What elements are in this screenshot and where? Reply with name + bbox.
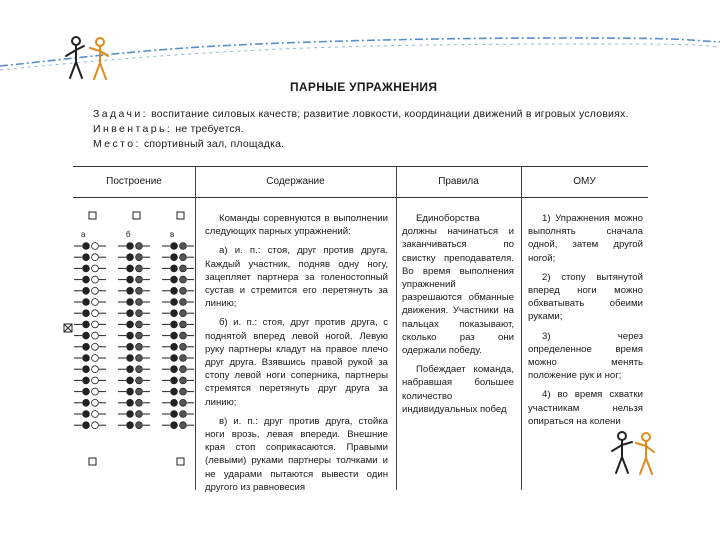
player-light (92, 287, 99, 294)
player-dark (83, 343, 90, 350)
player-dark (127, 299, 134, 306)
player-light (136, 299, 143, 306)
content-exercise-b: б) и. п.: стоя, друг против друга, с поднятой вперед левой ногой. Левую руку партнеры кладут на правое плечо друг друга. Взявшись правой рукой за стопу левой ноги соперника, партнеры стремятся перетянуть друг друга за линию; (205, 317, 388, 408)
player-dark (127, 332, 134, 339)
player-light (92, 243, 99, 250)
player-light (180, 287, 187, 294)
header-omu: ОМУ (573, 176, 596, 187)
player-light (92, 388, 99, 395)
place-label: Место: (93, 138, 141, 150)
player-light (180, 343, 187, 350)
player-light (136, 254, 143, 261)
player-light (180, 411, 187, 418)
rules-column (402, 212, 514, 422)
player-light (92, 422, 99, 429)
stick-figures-top-icon (62, 34, 122, 82)
player-dark (127, 265, 134, 272)
player-dark (171, 411, 178, 418)
player-light (92, 321, 99, 328)
player-light (180, 377, 187, 384)
coach-square-top (177, 212, 184, 219)
stick-figures-bottom-icon (606, 428, 666, 478)
player-dark (83, 332, 90, 339)
player-light (92, 299, 99, 306)
coach-square-bottom (89, 458, 96, 465)
player-light (136, 321, 143, 328)
equipment-text: не требуется. (175, 123, 244, 135)
player-dark (171, 422, 178, 429)
player-light (180, 265, 187, 272)
player-light (136, 310, 143, 317)
player-dark (171, 299, 178, 306)
player-light (180, 254, 187, 261)
coach-square-bottom (177, 458, 184, 465)
formation-diagram (62, 208, 196, 470)
equipment-line (93, 123, 244, 135)
player-light (136, 388, 143, 395)
omu-column (528, 212, 643, 434)
player-dark (83, 411, 90, 418)
player-dark (83, 287, 90, 294)
header-content: Содержание (266, 176, 325, 187)
player-light (92, 355, 99, 362)
tasks-label: Задачи: (93, 108, 148, 120)
player-dark (171, 276, 178, 283)
diagram-label-b: б (126, 230, 131, 239)
player-light (180, 310, 187, 317)
omu-item-4: 4) во время схватки участникам нельзя опираться на колени (528, 389, 643, 427)
player-light (180, 276, 187, 283)
player-dark (127, 366, 134, 373)
player-light (180, 399, 187, 406)
player-dark (127, 355, 134, 362)
player-dark (127, 276, 134, 283)
content-exercise-a: а) и. п.: стоя, друг против друга. Каждый участник, подняв одну ногу, зацепляет партнера за голеностопный сустав и стремится его перетянуть за линию; (205, 245, 388, 310)
player-light (92, 366, 99, 373)
player-light (92, 411, 99, 418)
coach-square-top (89, 212, 96, 219)
player-dark (127, 254, 134, 261)
player-dark (127, 377, 134, 384)
player-light (180, 321, 187, 328)
player-light (92, 254, 99, 261)
player-dark (83, 265, 90, 272)
table-header-border (73, 197, 648, 198)
player-light (136, 399, 143, 406)
place-line (93, 138, 284, 150)
rules-paragraph-2: Побеждает команда, набравшая большее количество индивидуальных побед (402, 364, 514, 415)
player-light (136, 366, 143, 373)
player-dark (171, 377, 178, 384)
diagram-label-v: в (170, 230, 175, 239)
omu-item-3: 3) через определенное время можно менять положение рук и ног; (528, 330, 643, 382)
diagram-label-a: а (81, 230, 86, 239)
player-dark (171, 332, 178, 339)
player-light (136, 265, 143, 272)
equipment-label: Инвентарь: (93, 123, 173, 135)
player-dark (171, 243, 178, 250)
player-light (136, 377, 143, 384)
player-light (136, 343, 143, 350)
player-dark (83, 254, 90, 261)
player-dark (83, 310, 90, 317)
player-dark (171, 265, 178, 272)
player-dark (171, 287, 178, 294)
table-top-border (73, 166, 648, 167)
header-rules: Правила (438, 176, 479, 187)
omu-item-1: 1) Упражнения можно выполнять сначала одной, затем другой ногой; (528, 213, 643, 264)
column-divider-3 (521, 166, 522, 490)
player-dark (83, 422, 90, 429)
player-dark (127, 310, 134, 317)
player-dark (127, 321, 134, 328)
player-dark (83, 388, 90, 395)
player-light (180, 332, 187, 339)
player-dark (83, 366, 90, 373)
player-dark (83, 399, 90, 406)
omu-item-2: 2) стопу вытянутой вперед ноги можно обхватывать обеими руками; (528, 271, 643, 323)
tasks-text: воспитание силовых качеств; развитие ловкости, координации движений в игровых условиях. (151, 108, 629, 120)
player-light (136, 422, 143, 429)
player-light (136, 243, 143, 250)
player-light (92, 399, 99, 406)
player-dark (83, 355, 90, 362)
player-dark (83, 377, 90, 384)
tasks-line (93, 108, 629, 120)
player-dark (127, 422, 134, 429)
player-light (92, 265, 99, 272)
player-light (136, 287, 143, 294)
player-light (180, 355, 187, 362)
player-light (92, 343, 99, 350)
player-dark (127, 411, 134, 418)
player-light (180, 388, 187, 395)
rules-paragraph-1: Единоборства должны начинаться и заканчиваться по свистку преподавателя. Во время выполнения упражнений разрешаются обманные движения. Участники на пальцах показывают, сколько раз они одержали победу. (402, 213, 514, 357)
player-dark (127, 287, 134, 294)
place-text: спортивный зал, площадка. (143, 138, 285, 150)
player-light (92, 332, 99, 339)
content-intro: Команды соревнуются в выполнении следующих парных упражнений: (205, 213, 388, 238)
player-dark (83, 321, 90, 328)
player-dark (127, 399, 134, 406)
player-dark (171, 254, 178, 261)
player-dark (171, 321, 178, 328)
player-dark (83, 276, 90, 283)
content-column (205, 212, 388, 500)
player-dark (171, 366, 178, 373)
player-light (136, 276, 143, 283)
player-light (180, 299, 187, 306)
player-dark (171, 388, 178, 395)
player-light (92, 310, 99, 317)
page-title: ПАРНЫЕ УПРАЖНЕНИЯ (290, 80, 438, 94)
player-dark (127, 343, 134, 350)
player-dark (171, 355, 178, 362)
player-dark (127, 388, 134, 395)
player-light (136, 355, 143, 362)
player-dark (83, 299, 90, 306)
coach-square-top (133, 212, 140, 219)
player-light (136, 411, 143, 418)
player-light (180, 422, 187, 429)
player-light (92, 276, 99, 283)
player-dark (83, 243, 90, 250)
player-light (180, 243, 187, 250)
column-divider-2 (396, 166, 397, 490)
player-dark (171, 399, 178, 406)
content-exercise-v: в) и. п.: друг против друга, стойка ноги врозь, левая впереди. Внешние края стоп соприкасаются. Правыми (левыми) руками партнеры толчками и не ударами пытаются вывести один другого из равновесия (205, 415, 388, 493)
player-dark (171, 310, 178, 317)
player-light (92, 377, 99, 384)
header-formation: Построение (106, 176, 162, 187)
player-light (180, 366, 187, 373)
player-dark (171, 343, 178, 350)
player-light (136, 332, 143, 339)
player-dark (127, 243, 134, 250)
